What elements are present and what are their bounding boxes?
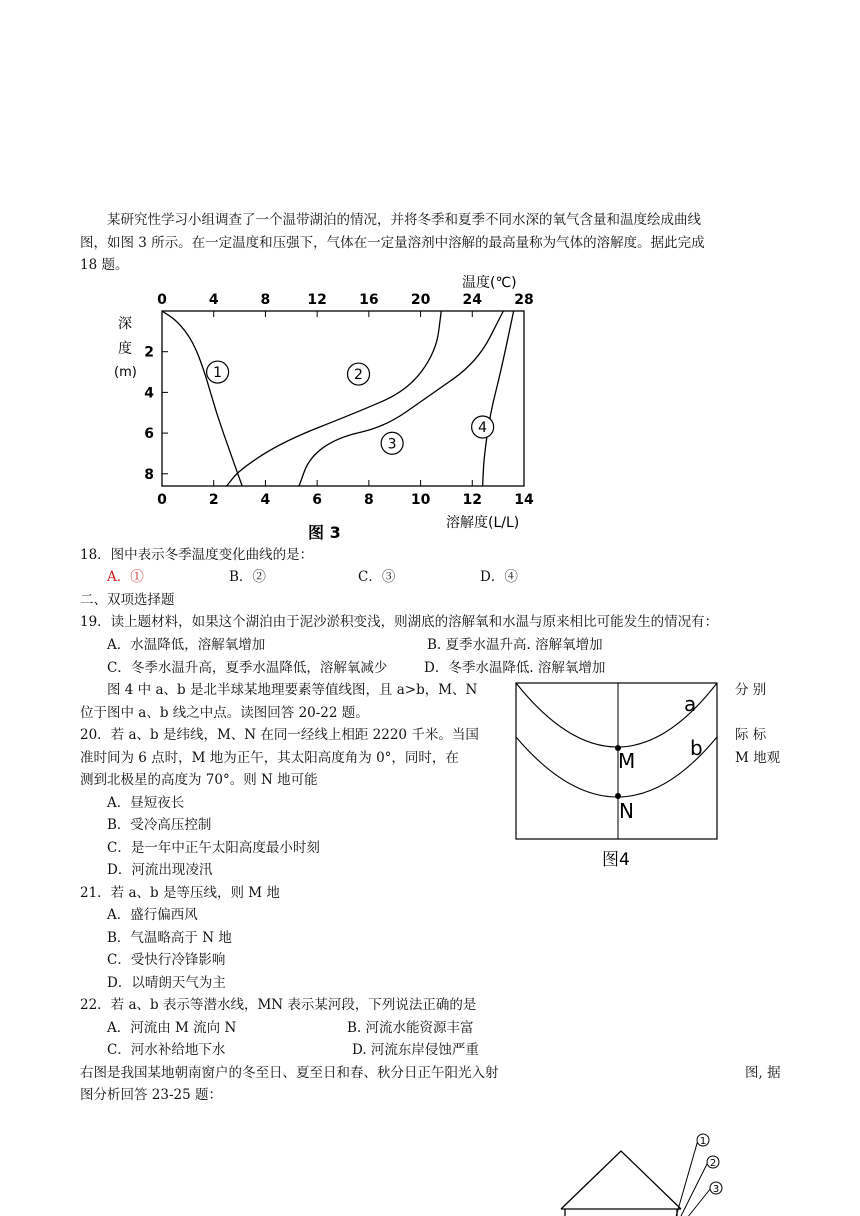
q20-line-3: 测到北极星的高度为 70°。则 N 地可能 xyxy=(80,772,318,788)
house-intro-line-1: 右图是我国某地朝南窗户的冬至日、夏至日和春、秋分日正午阳光入射 xyxy=(80,1065,499,1081)
q21-option-c[interactable]: C．受快行冷锋影响 xyxy=(107,952,226,968)
ray-label: 2 xyxy=(709,1158,717,1169)
top-tick-label: 4 xyxy=(208,292,219,308)
q20-line-1-end: 际 标 xyxy=(735,727,767,743)
q18-stem: 18．图中表示冬季温度变化曲线的是： xyxy=(80,547,314,563)
curve-marker-label: 4 xyxy=(478,419,488,436)
bottom-tick-label: 0 xyxy=(157,492,167,508)
bottom-tick-label: 10 xyxy=(410,492,431,508)
figure-3-caption: 图 3 xyxy=(308,523,341,542)
q20-option-d[interactable]: D．河流出现凌汛 xyxy=(107,862,213,878)
q22-option-b[interactable]: B. 河流水能资源丰富 xyxy=(347,1020,474,1036)
q21-option-a[interactable]: A．盛行偏西风 xyxy=(107,907,198,923)
q22-stem: 22．若 a、b 表示等潜水线，MN 表示某河段，下列说法正确的是 xyxy=(80,997,477,1013)
q20-option-a[interactable]: A．昼短夜长 xyxy=(107,795,185,811)
curve-1 xyxy=(162,311,242,486)
ray-label: 3 xyxy=(712,1184,720,1195)
y-label-char-1: 深 xyxy=(118,316,132,332)
q18-option-c[interactable]: C．③ xyxy=(358,569,396,585)
q21-stem: 21．若 a、b 是等压线，则 M 地 xyxy=(80,885,280,901)
y-label-char-3: (m) xyxy=(114,365,137,380)
top-tick-label: 16 xyxy=(359,292,379,308)
top-tick-label: 24 xyxy=(462,292,483,308)
top-tick-label: 12 xyxy=(307,292,327,308)
q20-line-1: 20．若 a、b 是纬线，M、N 在同一经线上相距 2220 千米。当国 xyxy=(80,727,479,743)
q22-option-d[interactable]: D. 河流东岸侵蚀严重 xyxy=(352,1042,479,1058)
intro-line-1: 某研究性学习小组调查了一个温带湖泊的情况，并将冬季和夏季不同水深的氧气含量和温度绘成曲线 xyxy=(107,212,701,228)
curve-marker-label: 3 xyxy=(387,436,397,453)
top-tick-label: 8 xyxy=(260,292,271,308)
q19-option-b[interactable]: B. 夏季水温升高. 溶解氧增加 xyxy=(427,637,603,653)
curve-4 xyxy=(483,311,514,486)
top-tick-label: 0 xyxy=(157,292,167,308)
curve-marker-label: 1 xyxy=(213,365,223,382)
intro-line-2: 图，如图 3 所示。在一定温度和压强下，气体在一定量溶剂中溶解的最高量称为气体的溶解度。据此完成 xyxy=(80,235,705,251)
bottom-tick-label: 4 xyxy=(260,492,271,508)
intro-line-3: 18 题。 xyxy=(80,257,129,273)
fig4-intro-line-2: 位于图中 a、b 线之中点。读图回答 20-22 题。 xyxy=(80,705,369,721)
house-body xyxy=(553,1126,743,1216)
y-tick-label: 2 xyxy=(144,344,154,361)
bottom-tick-label: 6 xyxy=(312,492,323,508)
label-a: a xyxy=(684,692,697,716)
fig4-intro-line-1-end: 分 别 xyxy=(735,682,767,698)
q22-option-a[interactable]: A．河流由 M 流向 N xyxy=(107,1020,237,1036)
y-tick-label: 8 xyxy=(144,466,154,483)
ray-label: 1 xyxy=(699,1136,707,1147)
y-tick-label: 6 xyxy=(144,426,154,443)
figure-4-caption: 图4 xyxy=(602,850,630,870)
label-b: b xyxy=(690,736,703,760)
label-n: N xyxy=(619,799,634,823)
q19-stem: 19．读上题材料，如果这个湖泊由于泥沙淤积变浅，则湖底的溶解氧和水温与原来相比可能发生的情况有： xyxy=(80,614,719,630)
q20-option-b[interactable]: B．受冷高压控制 xyxy=(107,817,212,833)
q18-option-a[interactable]: A．① xyxy=(107,569,144,585)
bottom-axis-label: 溶解度(L/L) xyxy=(446,515,520,531)
q22-option-c[interactable]: C．河水补给地下水 xyxy=(107,1042,226,1058)
bottom-tick-label: 8 xyxy=(363,492,374,508)
bottom-tick-label: 12 xyxy=(462,492,483,508)
q19-option-c[interactable]: C．冬季水温升高，夏季水温降低，溶解氧减少 xyxy=(107,660,388,676)
fig4-intro-line-1: 图 4 中 a、b 是北半球某地理要素等值线图，且 a>b，M、N xyxy=(107,682,478,698)
figure-4-diagram xyxy=(514,681,720,871)
ray-1 xyxy=(671,1140,698,1216)
q20-line-2: 准时间为 6 点时，M 地为正午，其太阳高度角为 0°，同时，在 xyxy=(80,750,459,766)
house-intro-line-2: 图分析回答 23-25 题： xyxy=(80,1087,223,1103)
q19-option-a[interactable]: A．水温降低，溶解氧增加 xyxy=(107,637,266,653)
q21-option-b[interactable]: B．气温略高于 N 地 xyxy=(107,930,232,946)
q19-option-d[interactable]: D．冬季水温降低. 溶解氧增加 xyxy=(424,660,606,676)
q18-option-b[interactable]: B．② xyxy=(229,569,266,585)
figure-3-chart xyxy=(100,268,560,543)
label-m: M xyxy=(618,749,636,773)
q20-line-2-end: M 地观 xyxy=(735,750,781,766)
bottom-tick-label: 2 xyxy=(208,492,219,508)
top-axis-label: 温度(℃) xyxy=(462,275,517,291)
top-tick-label: 28 xyxy=(514,292,534,308)
y-label-char-2: 度 xyxy=(118,341,132,357)
q18-option-d[interactable]: D．④ xyxy=(480,569,518,585)
q21-option-d[interactable]: D．以晴朗天气为主 xyxy=(107,975,226,991)
house-intro-line-1-end: 图, 据 xyxy=(745,1065,781,1081)
y-tick-label: 4 xyxy=(144,385,154,402)
top-tick-label: 20 xyxy=(410,292,431,308)
curve-2 xyxy=(227,311,442,486)
bottom-tick-label: 14 xyxy=(514,492,534,508)
section-heading: 二、双项选择题 xyxy=(80,592,175,608)
curve-marker-label: 2 xyxy=(354,367,363,384)
q20-option-c[interactable]: C．是一年中正午太阳高度最小时刻 xyxy=(107,840,320,856)
house-walls xyxy=(565,1209,677,1216)
curve-3 xyxy=(299,311,503,486)
plot-frame xyxy=(162,311,524,486)
